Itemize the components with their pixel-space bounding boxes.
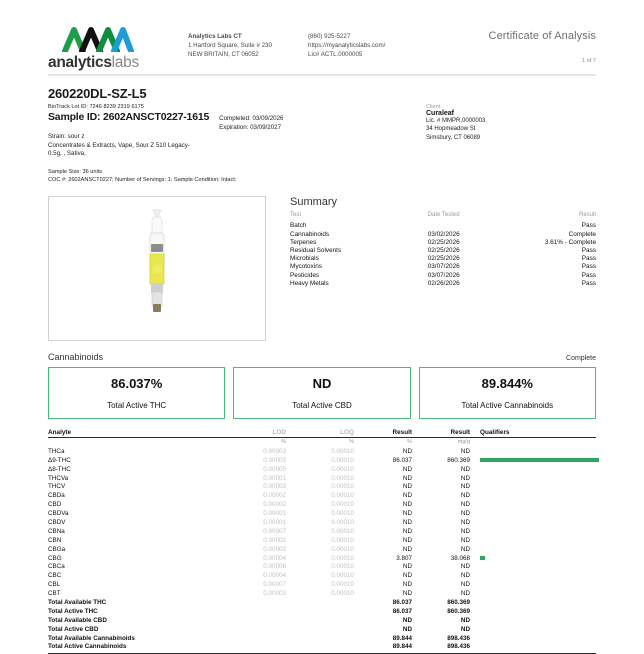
analyte-loq: 0.00010 — [331, 474, 354, 482]
sample-dates — [219, 114, 283, 132]
analyte-name: CBCa — [48, 563, 65, 571]
lab-phone: (860) 925-5227 — [308, 33, 351, 40]
analyte-name: THCa — [48, 447, 65, 455]
analyte-name: CBGa — [48, 545, 66, 553]
analyte-unit-cell: % — [349, 439, 354, 446]
lab-website[interactable]: https://myanalyticslabs.com/ — [308, 42, 386, 50]
summary-date: 02/25/2026 — [427, 255, 460, 263]
total-name: Total Active THC — [48, 607, 98, 615]
result-box — [48, 367, 225, 419]
analyte-result-mgg: ND — [460, 536, 470, 544]
lab-address-line1: 1 Hartford Square, Suite # 230 — [188, 42, 272, 50]
total-pct: 89.844 — [392, 634, 412, 642]
summary-header-row — [290, 212, 596, 222]
analyte-result-mgg: ND — [460, 492, 470, 500]
analyte-result-pct: 3.807 — [396, 554, 412, 562]
cannabinoids-band — [48, 352, 596, 362]
analyte-unit-cell: % — [407, 439, 412, 446]
analyte-lod: 0.00002 — [263, 536, 286, 544]
summary-col-test: Test — [290, 211, 302, 218]
summary-test: Heavy Metals — [290, 279, 329, 287]
result-box-label: Total Active CBD — [292, 400, 352, 410]
analyte-loq: 0.00010 — [331, 456, 354, 464]
sample-info-section — [48, 86, 596, 184]
sample-photo — [48, 196, 266, 341]
total-row — [48, 625, 596, 634]
summary-test: Residual Solvents — [290, 246, 342, 254]
summary-date: 02/25/2026 — [427, 238, 460, 246]
analyte-result-pct: ND — [402, 518, 412, 526]
page-title: Certificate of Analysis — [488, 30, 596, 42]
analyte-result-mgg: ND — [460, 572, 470, 580]
analyte-table — [48, 429, 596, 654]
analyte-qualifier-bar — [470, 474, 596, 483]
analytics-labs-logo-icon — [62, 26, 134, 52]
analyte-result-pct: ND — [402, 465, 412, 473]
analyte-result-pct: ND — [402, 572, 412, 580]
analyte-unit-cell — [48, 437, 218, 447]
total-mgg: ND — [460, 625, 470, 633]
strain-info — [48, 133, 426, 159]
analyte-loq: 0.00010 — [331, 554, 354, 562]
analyte-loq: 0.00010 — [331, 536, 354, 544]
analyte-result-mgg: ND — [460, 465, 470, 473]
sample-id-row — [48, 111, 426, 132]
client-license: Lic. # MMPR.0000003 — [426, 118, 486, 124]
analyte-result-mgg: ND — [460, 483, 470, 491]
analyte-loq: 0.00010 — [331, 510, 354, 518]
analyte-name: CBD — [48, 501, 62, 509]
col-lod: LOD — [218, 429, 286, 438]
table-row — [48, 492, 596, 501]
col-result-mgg: Result — [412, 429, 470, 438]
analyte-result-pct: ND — [402, 536, 412, 544]
summary-result: Pass — [581, 255, 596, 263]
total-pct: 89.844 — [354, 643, 412, 654]
summary-row — [290, 246, 596, 254]
table-row — [48, 510, 596, 519]
analyte-result-mgg: ND — [460, 527, 470, 535]
analyte-name: THCVa — [48, 474, 69, 482]
summary-body — [290, 222, 596, 288]
analyte-lod: 0.00005 — [263, 465, 286, 473]
analyte-result-mgg: ND — [460, 563, 470, 571]
analyte-name: CBC — [48, 572, 62, 580]
analyte-result-mgg: ND — [460, 474, 470, 482]
page-number: 1 of 7 — [582, 58, 596, 64]
summary-result: Pass — [581, 271, 596, 279]
summary-result: Pass — [581, 222, 596, 230]
analyte-unit-cell: % — [281, 439, 286, 446]
completed-date: Completed: 03/09/2026 — [219, 115, 284, 122]
result-box — [419, 367, 596, 419]
table-row — [48, 447, 596, 456]
wordmark-bold: analytics — [48, 54, 112, 71]
table-row — [48, 563, 596, 572]
client-block — [426, 86, 596, 184]
analyte-qualifier-bar — [470, 528, 596, 537]
analyte-name: CBN — [48, 536, 62, 544]
analyte-lod: 0.00004 — [263, 572, 286, 580]
total-name: Total Available CBD — [48, 616, 107, 624]
sample-meta — [48, 168, 426, 184]
analyte-name: CBDV — [48, 518, 66, 526]
strain-name: Strain: sour z — [48, 133, 85, 140]
analyte-qualifier-bar — [470, 447, 596, 456]
total-mgg: 898.436 — [412, 643, 470, 654]
lab-contact-block — [308, 26, 438, 60]
analyte-lod: 0.00003 — [263, 447, 286, 455]
summary-test: Microbials — [290, 255, 319, 263]
summary-row — [290, 279, 596, 287]
summary-row — [290, 255, 596, 263]
summary-test: Terpenes — [290, 238, 317, 246]
result-bar — [480, 556, 485, 560]
summary-section — [266, 196, 596, 341]
analyte-lod: 0.00006 — [263, 563, 286, 571]
analyte-qualifier-bar — [470, 563, 596, 572]
client-address1: 34 Hopmeadow St — [426, 126, 476, 133]
analyte-units-row — [48, 437, 596, 447]
analyte-result-pct: ND — [402, 563, 412, 571]
summary-date: 02/25/2026 — [427, 246, 460, 254]
analyte-result-pct: ND — [402, 501, 412, 509]
col-qualifiers: Qualifiers — [470, 429, 596, 438]
analyte-result-pct: ND — [402, 581, 412, 589]
summary-test: Batch — [290, 222, 307, 230]
analyte-result-mgg: ND — [460, 590, 470, 598]
analyte-name: CBL — [48, 581, 61, 589]
analyte-lod: 0.00004 — [263, 554, 286, 562]
total-mgg: ND — [460, 616, 470, 624]
analyte-result-mgg: 860.369 — [447, 456, 470, 464]
analyte-result-pct: ND — [402, 590, 412, 598]
analyte-lod: 0.00003 — [263, 590, 286, 598]
summary-row — [290, 230, 596, 238]
analyte-lod: 0.00007 — [263, 581, 286, 589]
total-row — [48, 643, 596, 654]
product-line2: 0.5g, , Sativa, — [48, 150, 86, 158]
sample-details — [48, 86, 426, 184]
sample-size: Sample Size: 36 units — [48, 168, 103, 175]
analyte-loq: 0.00010 — [331, 518, 354, 526]
analyte-lod: 0.00003 — [263, 545, 286, 553]
col-result-pct: Result — [354, 429, 412, 438]
analyte-lod: 0.00002 — [263, 501, 286, 509]
summary-date: 03/07/2026 — [427, 271, 460, 279]
analyte-qualifier-bar — [470, 581, 596, 590]
summary-result: Complete — [568, 230, 596, 238]
total-row — [48, 608, 596, 617]
analyte-name: Δ8-THC — [48, 465, 71, 473]
analyte-qualifier-bar — [470, 572, 596, 581]
summary-row — [290, 271, 596, 279]
summary-result: Pass — [581, 246, 596, 254]
summary-result: Pass — [581, 279, 596, 287]
summary-test: Mycotoxins — [290, 263, 322, 271]
analyte-result-mgg: ND — [460, 447, 470, 455]
analyte-result-pct: ND — [402, 492, 412, 500]
analyte-loq: 0.00010 — [331, 572, 354, 580]
coa-header-right — [489, 26, 596, 64]
total-name: Total Available THC — [48, 598, 107, 606]
analyte-lod: 0.00002 — [263, 492, 286, 500]
summary-row — [290, 222, 596, 230]
analyte-unit-cell — [470, 437, 596, 447]
analyte-result-mgg: ND — [460, 510, 470, 518]
table-row — [48, 545, 596, 554]
analyte-result-pct: ND — [402, 527, 412, 535]
analyte-loq: 0.00010 — [331, 483, 354, 491]
analyte-lod: 0.00001 — [263, 510, 286, 518]
total-mgg: 860.369 — [447, 598, 470, 606]
cannabinoids-status: Complete — [566, 354, 596, 362]
lab-address-block — [188, 26, 308, 60]
analyte-unit-cell: mg/g — [457, 439, 470, 446]
analyte-result-pct: ND — [402, 474, 412, 482]
analyte-loq: 0.00010 — [331, 527, 354, 535]
table-row — [48, 501, 596, 510]
sample-id: Sample ID: 2602ANSCT0227-1615 — [48, 111, 210, 123]
result-box-label: Total Active Cannabinoids — [461, 400, 554, 410]
analyte-qualifier-bar — [470, 510, 596, 519]
analyte-name: CBG — [48, 554, 62, 562]
analyte-header-row — [48, 429, 596, 438]
total-pct: 86.037 — [392, 598, 412, 606]
total-mgg: 898.436 — [447, 634, 470, 642]
analyte-table-wrap — [48, 429, 596, 654]
summary-col-date: Date Tested — [427, 211, 460, 218]
table-row — [48, 590, 596, 599]
analyte-qualifier-bar — [470, 483, 596, 492]
coc-info: COC #: 2602ANSCT0227; Number of Servings: 1; Sample Condition: Intact; — [48, 176, 237, 183]
result-bar — [480, 458, 599, 462]
analyte-name: CBNa — [48, 527, 65, 535]
total-row — [48, 599, 596, 608]
expiration-date: Expiration: 03/09/2027 — [219, 124, 282, 131]
summary-date: 02/26/2026 — [427, 279, 460, 287]
summary-result: Pass — [581, 263, 596, 271]
result-box-value: ND — [312, 375, 332, 391]
wordmark-light: labs — [111, 54, 139, 71]
table-row — [48, 581, 596, 590]
analyte-loq: 0.00010 — [331, 581, 354, 589]
vape-cartridge-icon — [140, 208, 174, 333]
table-row — [48, 528, 596, 537]
summary-date: 03/02/2026 — [427, 230, 460, 238]
analyte-lod: 0.00001 — [263, 518, 286, 526]
table-row — [48, 483, 596, 492]
analyte-loq: 0.00010 — [331, 501, 354, 509]
col-loq: LOQ — [286, 429, 354, 438]
total-name: Total Active CBD — [48, 625, 99, 633]
result-box-label: Total Active THC — [107, 400, 167, 410]
total-pct: ND — [402, 616, 412, 624]
photo-summary-row — [48, 196, 596, 341]
analyte-lod: 0.00001 — [263, 474, 286, 482]
analyte-qualifier-bar — [470, 456, 596, 465]
lab-wordmark — [48, 54, 188, 72]
analyte-qualifier-bar — [470, 519, 596, 528]
result-box — [233, 367, 410, 419]
analyte-result-mgg: ND — [460, 501, 470, 509]
analyte-lod: 0.00007 — [263, 527, 286, 535]
analyte-loq: 0.00010 — [331, 590, 354, 598]
analyte-loq: 0.00010 — [331, 492, 354, 500]
total-pct: ND — [402, 625, 412, 633]
lab-license: Lic# ACTL.0000005 — [308, 51, 363, 59]
analyte-result-mgg: ND — [460, 581, 470, 589]
lab-logo — [48, 26, 188, 72]
biotrack-lot-id: BioTrack Lot ID: 7246 8239 2319 6175 — [48, 104, 144, 110]
analyte-result-mgg: ND — [460, 518, 470, 526]
total-name: Total Available Cannabinoids — [48, 634, 135, 642]
total-mgg: 860.369 — [447, 607, 470, 615]
analyte-result-pct: ND — [402, 447, 412, 455]
summary-table — [290, 212, 596, 288]
analyte-result-pct: ND — [402, 545, 412, 553]
summary-test: Pesticides — [290, 271, 320, 279]
summary-test: Cannabinoids — [290, 230, 330, 238]
analyte-name: Δ9-THC — [48, 456, 71, 464]
analyte-qualifier-bar — [470, 501, 596, 510]
result-box-value: 89.844% — [481, 375, 533, 391]
table-row — [48, 554, 596, 563]
analyte-name: CBT — [48, 590, 61, 598]
summary-result: 3.61% - Complete — [544, 238, 596, 246]
client-label: Client — [426, 104, 441, 110]
analyte-qualifier-bar — [470, 590, 596, 599]
cannabinoids-section-title: Cannabinoids — [48, 351, 104, 362]
client-name: Curaleaf — [426, 110, 455, 117]
total-row — [48, 634, 596, 643]
product-line1: Concentrates & Extracts, Vape, Sour Z 510 Legacy- — [48, 141, 190, 149]
summary-row — [290, 263, 596, 271]
analyte-qualifier-bar — [470, 554, 596, 563]
analyte-qualifier-bar — [470, 465, 596, 474]
total-row — [48, 616, 596, 625]
analyte-name: CBDVa — [48, 510, 69, 518]
table-row — [48, 456, 596, 465]
table-row — [48, 572, 596, 581]
analyte-name: THCV — [48, 483, 66, 491]
analyte-loq: 0.00010 — [331, 447, 354, 455]
analyte-qualifier-bar — [470, 545, 596, 554]
analyte-result-pct: ND — [402, 510, 412, 518]
client-address2: Simsbury, CT 06089 — [426, 134, 481, 141]
analyte-lod: 0.00003 — [263, 456, 286, 464]
analyte-result-mgg: 38.068 — [450, 554, 470, 562]
summary-date — [428, 222, 520, 230]
analyte-qualifier-bar — [470, 536, 596, 545]
summary-boxes — [48, 367, 596, 419]
col-analyte: Analyte — [48, 429, 218, 438]
analyte-loq: 0.00010 — [331, 563, 354, 571]
analyte-body — [48, 437, 596, 653]
sample-title: 260220DL-SZ-L5 — [48, 86, 147, 101]
analyte-loq: 0.00010 — [331, 545, 354, 553]
summary-date: 03/07/2026 — [427, 263, 460, 271]
summary-heading: Summary — [290, 195, 338, 208]
result-box-value: 86.037% — [111, 375, 163, 391]
header-divider — [48, 74, 596, 76]
lab-name: Analytics Labs CT — [188, 33, 242, 40]
total-pct: 86.037 — [392, 607, 412, 615]
summary-col-result: Result — [578, 211, 596, 218]
analyte-result-pct: 86.037 — [392, 456, 412, 464]
summary-row — [290, 238, 596, 246]
analyte-lod: 0.00003 — [263, 483, 286, 491]
lab-address-line2: NEW BRITAIN, CT 06052 — [188, 51, 259, 59]
table-row — [48, 474, 596, 483]
table-row — [48, 519, 596, 528]
analyte-qualifier-bar — [470, 492, 596, 501]
analyte-loq: 0.00010 — [331, 465, 354, 473]
table-row — [48, 465, 596, 474]
total-name: Total Active Cannabinoids — [48, 643, 218, 654]
analyte-result-mgg: ND — [460, 545, 470, 553]
analyte-result-pct: ND — [402, 483, 412, 491]
page-header — [48, 0, 596, 72]
analyte-name: CBDa — [48, 492, 65, 500]
table-row — [48, 536, 596, 545]
